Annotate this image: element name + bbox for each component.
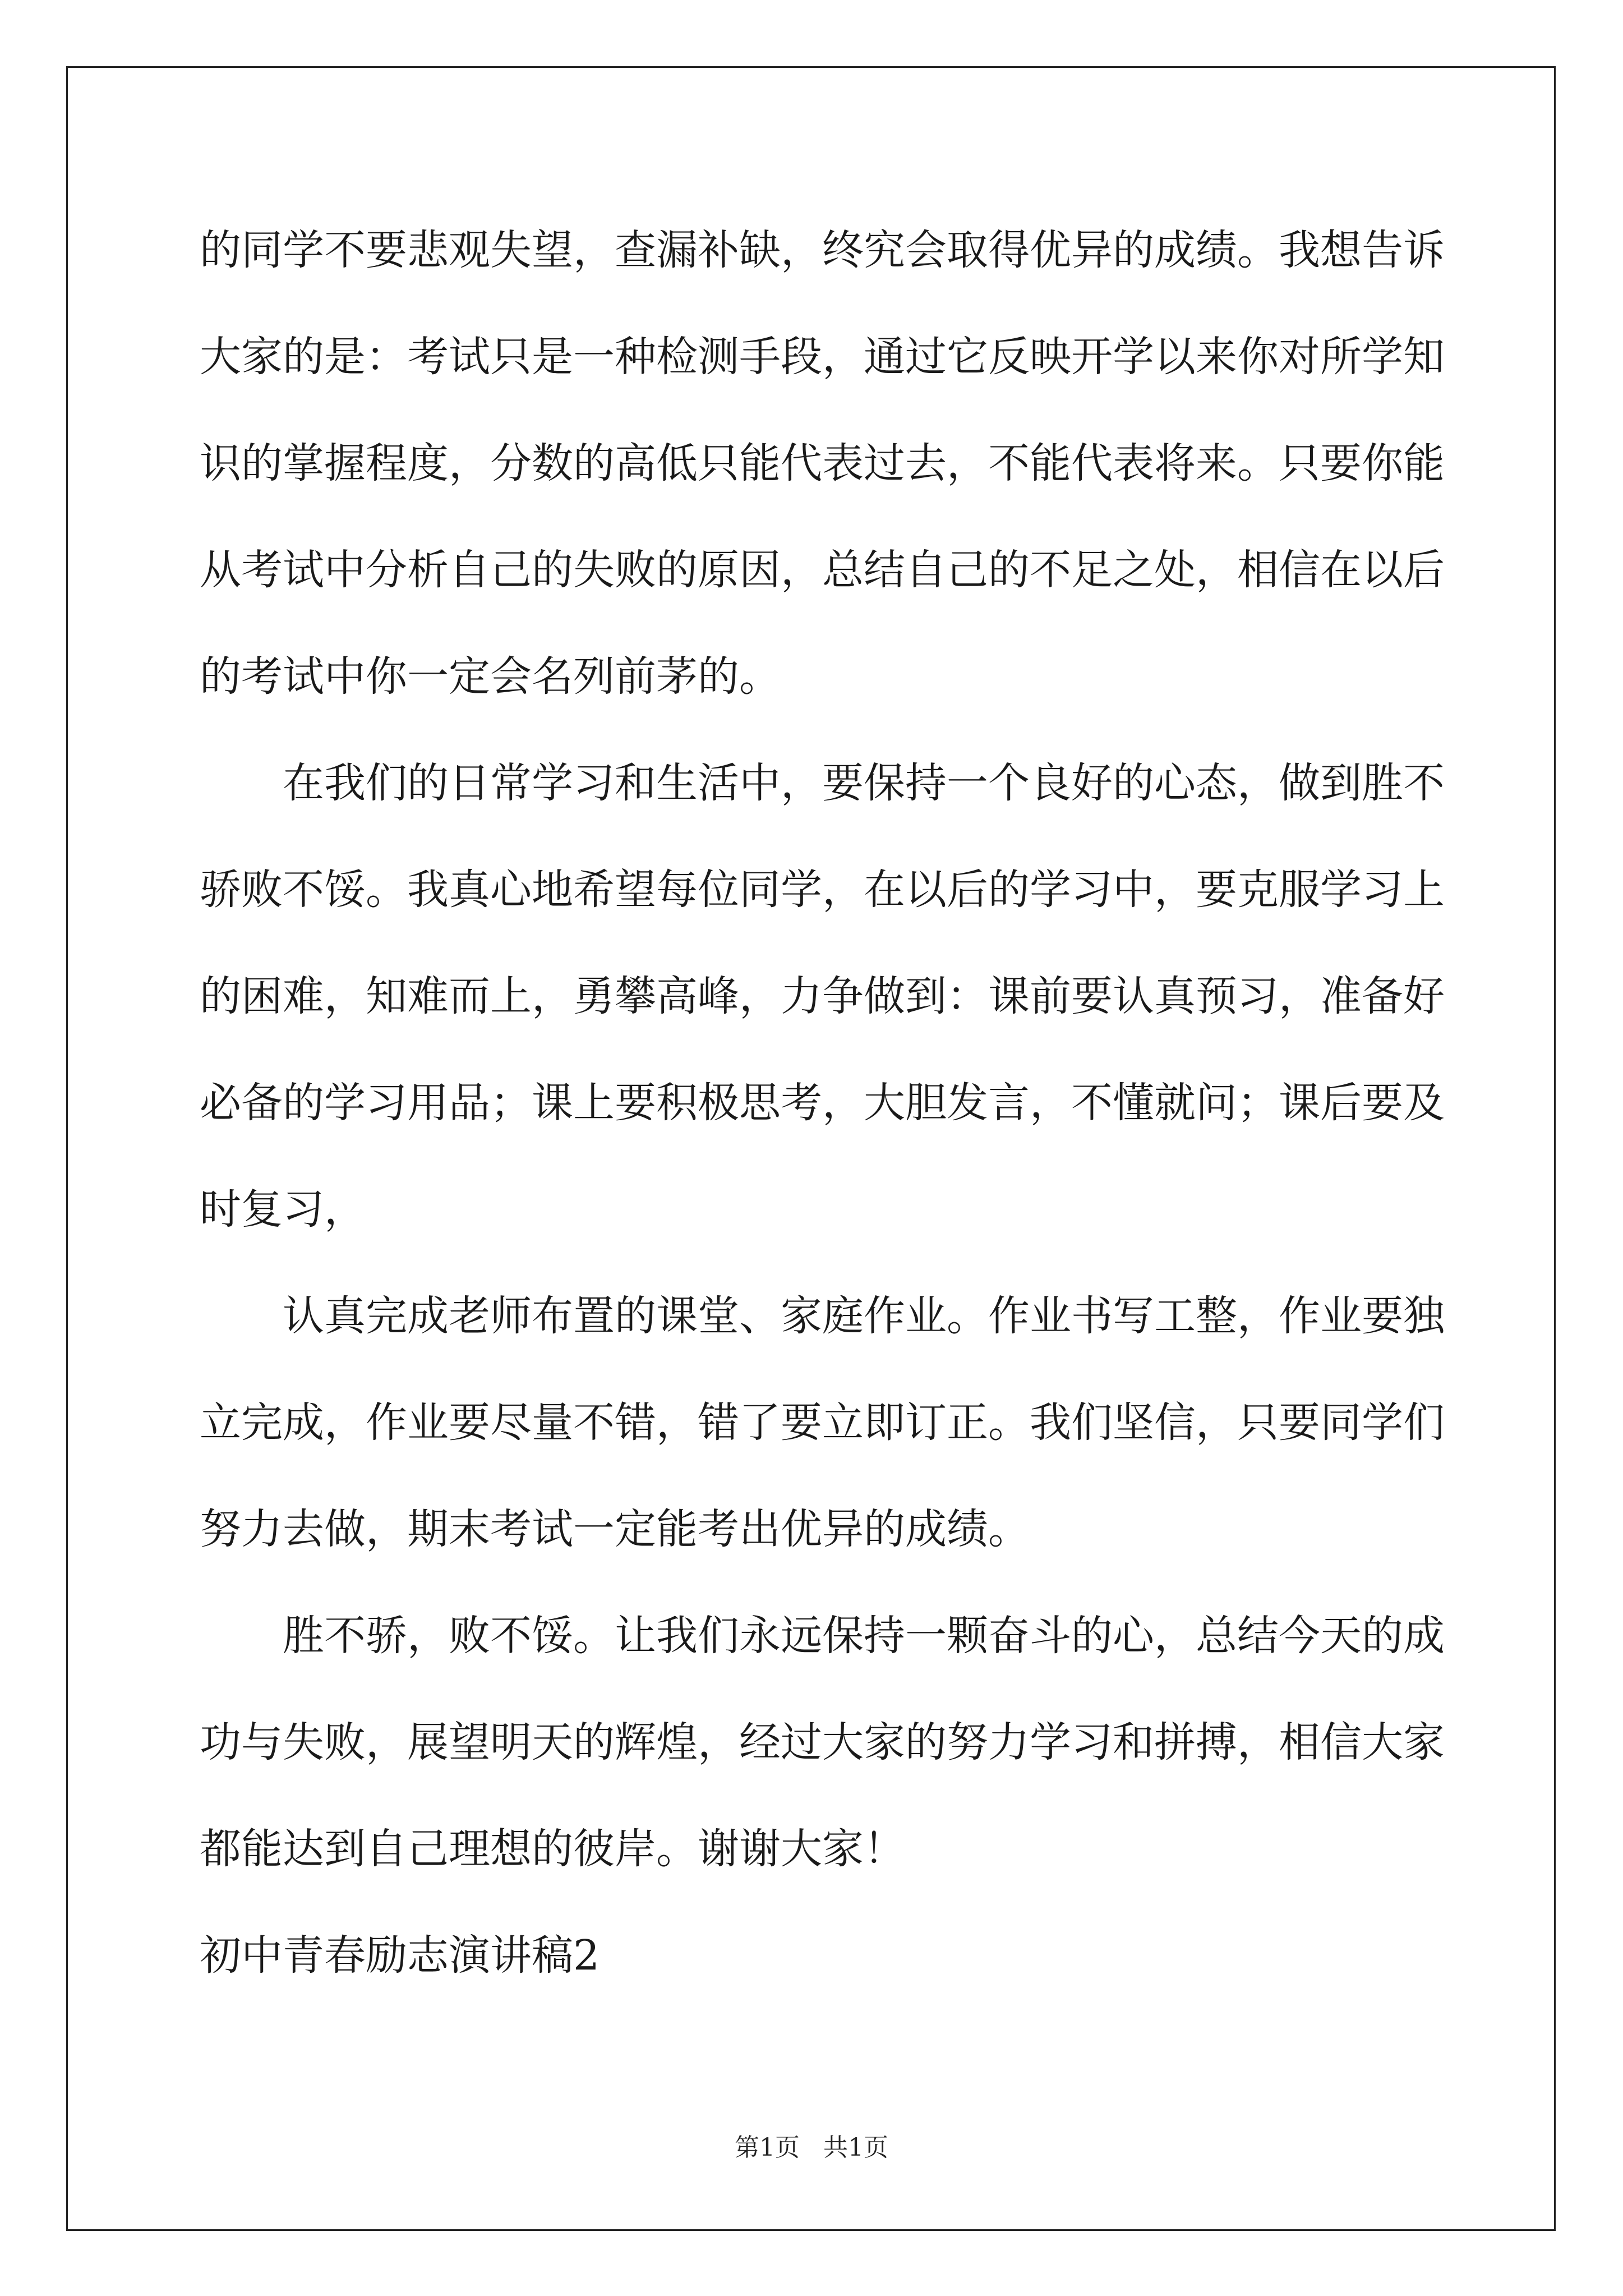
text-line: 大家的是：考试只是一种检测手段，通过它反映开学以来你对所学知	[200, 333, 1445, 381]
text-line: 时复习，	[200, 1185, 366, 1234]
text-line: 都能达到自己理想的彼岸。谢谢大家！	[200, 1825, 905, 1873]
text-line: 功与失败，展望明天的辉煌，经过大家的努力学习和拼搏，相信大家	[200, 1718, 1445, 1766]
paragraph	[200, 746, 1445, 1279]
text-line: 努力去做，期末考试一定能考出优异的成绩。	[200, 1505, 1030, 1553]
paragraph	[200, 213, 1445, 746]
text-line: 识的掌握程度，分数的高低只能代表过去，不能代表将来。只要你能	[200, 439, 1445, 487]
page-footer: 第1页 共1页	[735, 2133, 888, 2162]
paragraph	[200, 1599, 1445, 1918]
text-line: 立完成，作业要尽量不错，错了要立即订正。我们坚信，只要同学们	[200, 1398, 1445, 1447]
text-line: 胜不骄，败不馁。让我们永远保持一颗奋斗的心，总结今天的成	[283, 1612, 1445, 1660]
text-line: 在我们的日常学习和生活中，要保持一个良好的心态，做到胜不	[283, 759, 1445, 807]
section-heading: 初中青春励志演讲稿2	[200, 1931, 600, 1980]
text-line: 的困难，知难而上，勇攀高峰，力争做到：课前要认真预习，准备好	[200, 972, 1445, 1020]
text-line: 从考试中分析自己的失败的原因，总结自己的不足之处，相信在以后	[200, 546, 1445, 594]
text-line: 的考试中你一定会名列前茅的。	[200, 652, 781, 701]
document-body	[200, 213, 1445, 2025]
text-line: 骄败不馁。我真心地希望每位同学，在以后的学习中，要克服学习上	[200, 866, 1445, 914]
text-line: 必备的学习用品；课上要积极思考，大胆发言，不懂就问；课后要及	[200, 1079, 1445, 1127]
paragraph	[200, 1279, 1445, 1599]
text-line: 认真完成老师布置的课堂、家庭作业。作业书写工整，作业要独	[283, 1292, 1445, 1340]
text-line: 的同学不要悲观失望，查漏补缺，终究会取得优异的成绩。我想告诉	[200, 226, 1445, 274]
